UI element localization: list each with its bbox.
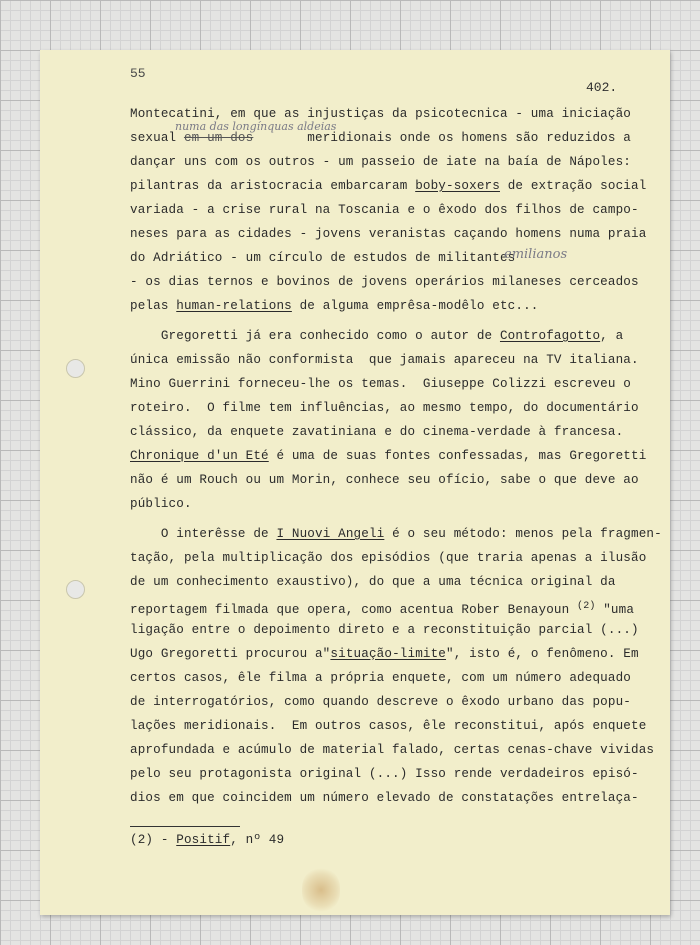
text-line: tação, pela multiplicação dos episódios (que traria apenas a ilusão: [130, 551, 647, 565]
text-line: aprofundada e acúmulo de material falado, certas cenas-chave vividas: [130, 743, 655, 757]
text-line: neses para as cidades - jovens veranistas caçando homens numa praia: [130, 227, 647, 241]
typewritten-page: [40, 50, 670, 915]
text-line: única emissão não conformista que jamais apareceu na TV italiana.: [130, 353, 639, 367]
text-line: O interêsse de I Nuovi Angeli é o seu método: menos pela fragmen-: [130, 527, 662, 541]
text-line: Ugo Gregoretti procurou a"situação-limite", isto é, o fenômeno. Em: [130, 647, 639, 661]
text-line: dançar uns com os outros - um passeio de iate na baía de Nápoles:: [130, 155, 631, 169]
text-line: não é um Rouch ou um Morin, conhece seu ofício, sabe o que deve ao: [130, 473, 639, 487]
text-line: variada - a crise rural na Toscania e o êxodo dos filhos de campo-: [130, 203, 639, 217]
text-line: reportagem filmada que opera, como acentua Rober Benayoun $^{(2)}$ "uma: [130, 601, 635, 618]
text-line: clássico, da enquete zavatiniana e do cinema-verdade à francesa.: [130, 425, 624, 439]
handwritten-insertion: emilianos: [504, 247, 568, 262]
handwritten-insertion: numa das longínquas aldeias: [175, 120, 337, 133]
text-line: Montecatini, em que as injustiças da psicotecnica - uma iniciação: [130, 107, 631, 121]
paper-stain: [302, 868, 340, 912]
text-line: lações meridionais. Em outros casos, êle reconstitui, após enquete: [130, 719, 647, 733]
page-number-right: 402.: [586, 80, 618, 95]
text-line: de um conhecimento exaustivo), do que a uma técnica original da: [130, 575, 616, 589]
text-line: sexual em um dos meridionais onde os homens são reduzidos a: [130, 131, 631, 145]
text-line: Chronique d'un Eté é uma de suas fontes confessadas, mas Gregoretti: [130, 449, 647, 463]
binder-hole: [66, 359, 85, 378]
binder-hole: [66, 580, 85, 599]
text-line: pelas human-relations de alguma emprêsa-modêlo etc...: [130, 299, 539, 313]
footnote-rule: [130, 826, 240, 827]
text-line: roteiro. O filme tem influências, ao mesmo tempo, do documentário: [130, 401, 639, 415]
text-line: Mino Guerrini forneceu-lhe os temas. Giuseppe Colizzi escreveu o: [130, 377, 631, 391]
text-line: - os dias ternos e bovinos de jovens operários milaneses cerceados: [130, 275, 639, 289]
text-line: dios em que coincidem um número elevado de constatações entrelaça-: [130, 791, 639, 805]
text-line: pilantras da aristocracia embarcaram boby-soxers de extração social: [130, 179, 647, 193]
struck-text: em um dos: [183, 131, 254, 145]
footnote: (2) - Positif, nº 49: [130, 833, 285, 847]
text-line: certos casos, êle filma a própria enquete, com um número adequado: [130, 671, 631, 685]
text-line: Gregoretti já era conhecido como o autor de Controfagotto, a: [130, 329, 624, 343]
text-line: ligação entre o depoimento direto e a reconstituição parcial (...): [130, 623, 639, 637]
page-number-left: 55: [130, 66, 146, 81]
text-line: público.: [130, 497, 192, 511]
text-line: do Adriático - um círculo de estudos de militantes: [130, 251, 516, 265]
text-line: pelo seu protagonista original (...) Isso rende verdadeiros episó-: [130, 767, 639, 781]
text-line: de interrogatórios, como quando descreve o êxodo urbano das popu-: [130, 695, 631, 709]
